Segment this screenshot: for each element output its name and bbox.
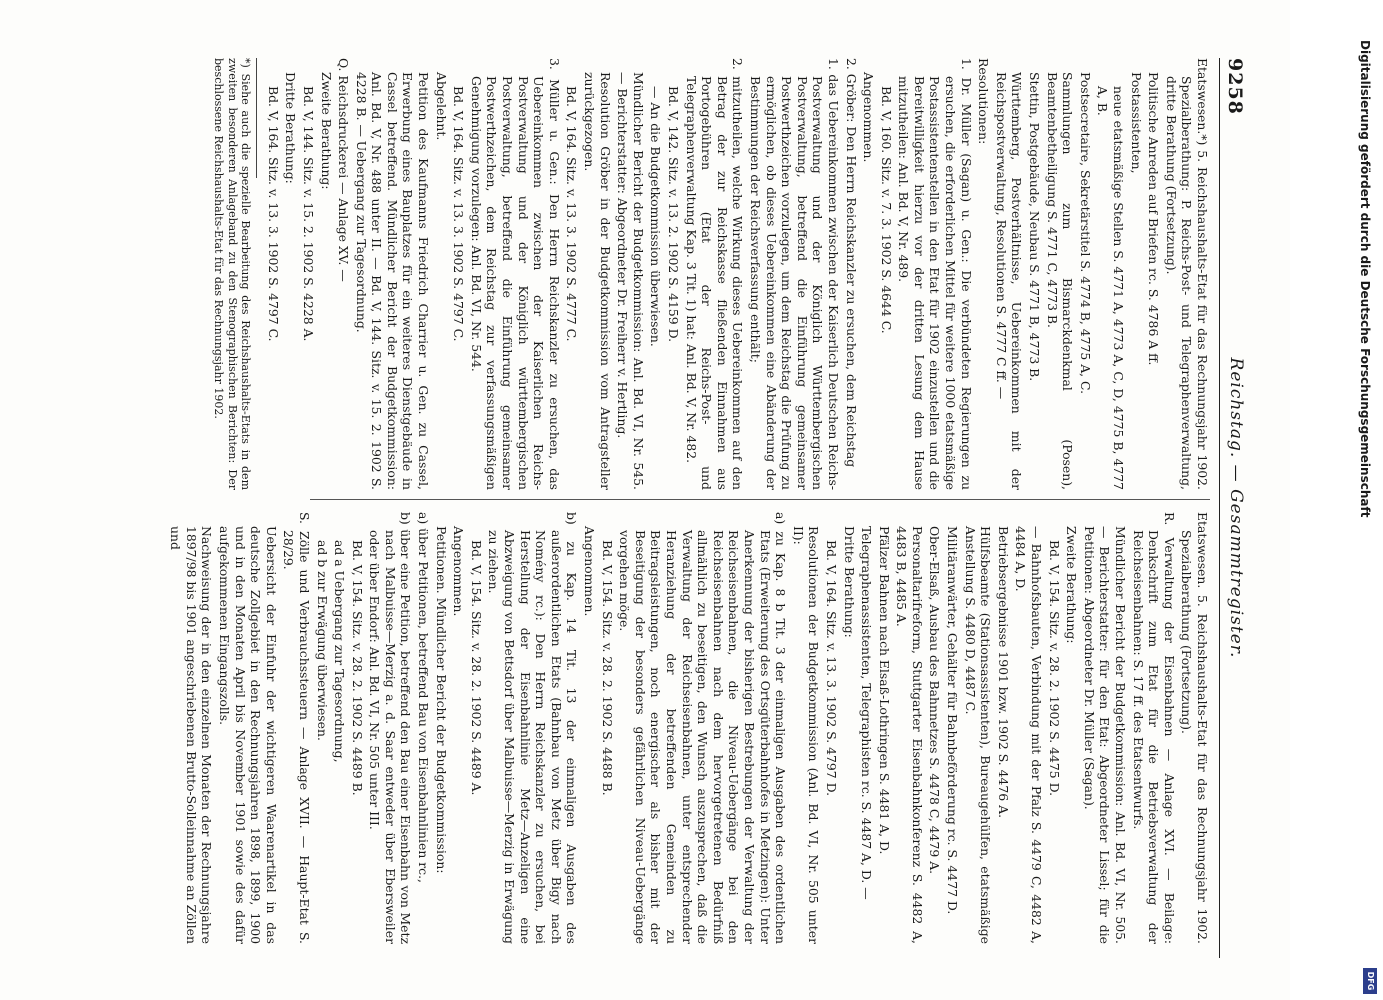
index-entry: Hülfsbeamte (Stationsassistenten), Bureaugehülfen, etatsmäßige Anstellung S. 4480 D, 4487 C. xyxy=(962,526,994,944)
index-entry: Bd. V, 142. Sitz. v. 13. 2. 1902 S. 4159 D. xyxy=(666,86,681,343)
right-column xyxy=(20,512,1210,944)
dfg-logo-icon xyxy=(1363,968,1377,994)
index-entry: Bd. V, 144. Sitz. v. 15. 2. 1902 S. 4228 A. xyxy=(300,86,316,342)
index-entry: Württemberg, Postverhältnisse, Uebereinkommen mit der Reichspostverwaltung, Resolutionen S. 4777 C ff. — xyxy=(993,72,1025,490)
left-column xyxy=(20,58,1210,490)
index-entry: Betriebsergebnisse 1901 bzw. 1902 S. 4476 A. xyxy=(995,526,1011,819)
index-entry: Zweite Berathung: xyxy=(1064,526,1080,644)
index-entry: Dritte Berathung: xyxy=(841,526,857,638)
digitization-credit xyxy=(1355,40,1379,970)
index-entry: Bd. V, 154. Sitz. v. 28. 2. 1902 S. 4475 D. xyxy=(1046,540,1062,797)
index-entry: b) über eine Petition, betreffend den Bau einer Eisenbahn von Metz nach Malbuisse—Merzig a. d. Saar entweder über Ebersweiler oder über Endorf: Anl. Bd. VI, Nr. 505 unter III. xyxy=(367,512,414,944)
index-entry: — Bahnhofsbauten, Verbindung mit der Pfalz S. 4479 C, 4482 A, 4484 A, D. xyxy=(1013,526,1045,944)
index-entry: 3. Müller u. Gen.: Den Herrn Reichskanzler zu ersuchen, das Uebereinkommen zwischen der Kaiserlichen Reichs-Postverwaltung und der Königlich württembergischen Postverwaltung, betreffend die Einführung gemeinsamer Postwerthzeichen, dem Reichstag zur verfassungsmäßigen Genehmigung vorzulegen: Anl. Bd. VI, Nr. 544. xyxy=(468,58,562,490)
index-entry: Bd. V, 164. Sitz. v. 13. 3. 1902 S. 4797 D. xyxy=(823,540,839,797)
index-entry: Resolution Gröber in der Budgetkommission vom Antragsteller zurückgezogen. xyxy=(582,72,613,490)
index-entry: Bd. V, 154. Sitz. v. 28. 2. 1902 S. 4488 B. xyxy=(599,540,615,796)
index-entry: Resolutionen: xyxy=(976,58,992,145)
index-entry: neue etatsmäßige Stellen S. 4771 A, 4773 A, C, D, 4775 B, 4777 A, B. xyxy=(1095,86,1127,490)
index-entry: Zweite Berathung: xyxy=(318,72,334,190)
digitization-credit-text: Digitalisierung gefördert durch die Deutsche Forschungsgemeinschaft xyxy=(1358,40,1372,518)
index-entry: Bd. V, 160. Sitz. v. 7. 3. 1902 S. 4644 C. xyxy=(878,86,894,334)
index-entry: ad b zur Erwägung überwiesen. xyxy=(314,540,330,741)
running-head: Reichstag. — Gesammtregister. xyxy=(1226,357,1246,659)
index-entry: 2. Gröber: Den Herrn Reichskanzler zu ersuchen, dem Reichstag xyxy=(843,58,859,468)
page-header xyxy=(1219,58,1250,958)
index-entry: Politische Anreden auf Briefen rc. S. 4786 A ff. xyxy=(1146,72,1162,366)
column-divider xyxy=(310,499,1210,500)
index-entry: b) zu Kap. 14 Tit. 13 der einmaligen Ausgaben des außerordentlichen Etats (Bahnbau von Metz über Bigy nach Nomény rc.): Den Herrn Reichskanzler zu ersuchen, bei Herstellung der Eisenbahnlinie Metz—Anzeligen eine Abzweigung von Bettsdorf über Malbuisse—Merzig in Erwägung zu ziehen. xyxy=(486,512,580,944)
index-entry: R. Verwaltung der Eisenbahnen — Anlage XVI. — Beilage: Denkschrift zum Etat für die Betriebsverwaltung der Reichseisenbahnen: S. 17 ff. des Etatsentwurfs. xyxy=(1130,512,1177,944)
index-entry: Postsecretaire, Sekretärstitel S. 4774 B, 4775 A, C. xyxy=(1077,72,1093,395)
index-entry: Etatswesen.*) 5. Reichshaushalts-Etat für das Rechnungsjahr 1902. Spezialberathung: P. Reichs-Post- und Telegraphenverwaltung, dritte Berathung (Fortsetzung). xyxy=(1163,58,1210,490)
index-entry: a) über Petitionen, betreffend Bau von Eisenbahnlinien rc., xyxy=(416,512,432,883)
index-entry: Mündlicher Bericht der Budgetkommission: Anl. Bd. VI, Nr. 545. — Berichterstatter: Abgeordneter Dr. Freiherr v. Hertling. xyxy=(615,72,646,490)
index-entry: Bd. V, 154. Sitz. v. 28. 2. 1902 S. 4489 B. xyxy=(349,540,365,796)
right-entries xyxy=(168,512,1210,944)
index-entry: Petitionen. Mündlicher Bericht der Budgetkommission: xyxy=(433,526,449,874)
dfg-logo-text: DFG xyxy=(1366,971,1375,991)
index-entry: Bd. V, 164. Sitz. v. 13. 3. 1902 S. 4797 C. xyxy=(451,86,467,342)
index-entry: Bd. V, 164. Sitz. v. 13. 3. 1902 S. 4777 C. xyxy=(564,86,580,342)
index-entry: Mündlicher Bericht der Budgetkommission: Anl. Bd. VI, Nr. 505. — Berichterstatter: für den Etat: Abgeordneter Lissel; für die Petitionen: Abgeordneter Dr. Müller (Sagan). xyxy=(1081,526,1129,944)
footnote-rule xyxy=(256,58,257,178)
footnote: *) Siehe auch die spezielle Bearbeitung des Reichshaushalts-Etats in dem zweiten besonderen Anlageband zu den Stenographischen Berichten: Der beschlossene Reichshaushalts-Etat für das Rechnungsjahr 1902. xyxy=(212,58,253,490)
index-entry: Angenommen. xyxy=(582,526,598,617)
left-entries xyxy=(265,58,1210,490)
index-entry: Etatswesen. 5. Reichshaushalts-Etat für das Rechnungsjahr 1902. Spezialberathung (Fortsetzung). xyxy=(1179,512,1210,944)
index-entry: Nachweisung der in den einzelnen Monaten der Rechnungsjahre 1897/98 bis 1901 angeschriebenen Brutto-Solleinnahme an Zöllen und xyxy=(168,526,215,944)
index-entry: Uebersicht der Einfuhr der wichtigeren Waarenartikel in das deutsche Zollgebiet in den Rechnungsjahren 1898, 1899, 1900 und in den Monaten April bis November 1901 sowie des dafür aufgekommenen Eingangszolls. xyxy=(216,526,279,944)
index-entry: Telegraphenassistenten, Telegraphisten rc. S. 4487 A, D. — xyxy=(859,526,875,900)
index-entry: Petition des Kaufmanns Friedrich Charrier u. Gen. zu Cassel, Erwerbung eines Bauplatzes für ein weiteres Dienstgebäude in Cassel betreffend. Mündlicher Bericht der Budgetkommission: Anl. Bd. V, Nr. 488 unter II. — Bd. V, 144. Sitz. v. 15. 2. 1902 S. 4228 B. — Uebergang zur Tagesordnung. xyxy=(353,72,432,490)
index-entry: Stettin, Postgebäude, Neubau S. 4771 B, 4773 B. xyxy=(1027,72,1043,382)
index-entry: 1. das Uebereinkommen zwischen der Kaiserlich Deutschen Reichs-Postverwaltung und der Königlich Württembergischen Postverwaltung, betreffend die Einführung gemeinsamer Postwerthzeichen vorzulegen, um dem Reichstag die Prüfung zu ermöglichen, ob dieses Uebereinkommen eine Abänderung der Bestimmungen der Reichsverfassung enthält; xyxy=(747,58,841,490)
index-entry: Sammlungen zum Bismarckdenkmal (Posen), Beamtenbetheiligung S. 4771 C, 4773 B. xyxy=(1044,72,1076,490)
index-entry: a) zu Kap. 8 b Tit. 3 der einmaligen Ausgaben des ordentlichen Etats (Erweiterung des Ortsgüterbahnhofes in Metzingen): Unter Anerkennung der bisherigen Bestrebungen der Verwaltung der Reichseisenbahnen, die Niveau-Uebergänge bei den Reichseisenbahnen nach dem hervorgetretenen Bedürfniß allmählich zu beseitigen, den Wunsch auszusprechen, daß die Verwaltung der Reichseisenbahnen, unter entsprechender Heranziehung der betreffenden Gemeinden zu Beitragsleistungen, noch energischer als bisher mit der Beseitigung der besonders gefährlichen Niveau-Uebergänge vorgehen möge. xyxy=(617,512,789,944)
index-entry: Angenommen. xyxy=(861,72,877,163)
index-entry: Dritte Berathung: xyxy=(283,72,299,184)
index-entry: Militäranwärter, Gehälter für Bahnbeförderung rc. S. 4477 D. xyxy=(945,526,961,915)
index-entry: Resolutionen der Budgetkommission (Anl. Bd. VI, Nr. 505 unter II): xyxy=(790,526,822,944)
index-entry: Q. Reichsdruckerei — Anlage XV. — xyxy=(336,58,352,282)
index-entry: Angenommen. xyxy=(451,526,467,617)
index-entry: Bd. V, 154. Sitz. v. 28. 2. 1902 S. 4489 A. xyxy=(468,540,484,796)
index-entry: Ober-Elsaß, Ausbau des Bahnnetzes S. 4478 C, 4479 A. xyxy=(927,526,943,875)
index-entry: Pfälzer Bahnen nach Elsaß-Lothringen S. 4481 A, D. xyxy=(876,526,892,855)
index-entry: Abgelehnt. xyxy=(433,72,449,141)
index-entry: Personaltarifreform, Stuttgarter Eisenbahnkonferenz S. 4482 A, 4483 B, 4485 A. xyxy=(894,526,925,944)
page-number: 9258 xyxy=(1224,58,1246,115)
index-entry: 1. Dr. Müller (Sagan) u. Gen.: Die verbündeten Regierungen zu ersuchen, die erforderlichen Mittel für weitere 1000 etatsmäßige Postassistentenstellen in den Etat für 1902 einzustellen und die Bereitwilligkeit hierzu vor der dritten Lesung dem Hause mitzutheilen: Anl. Bd. V, Nr. 489. xyxy=(896,58,974,490)
index-entry: Bd. V, 164. Sitz. v. 13. 3. 1902 S. 4797 C. xyxy=(265,86,281,342)
index-entry: — An die Budgetkommission überwiesen. xyxy=(648,86,664,347)
index-entry: ad a Uebergang zur Tagesordnung, xyxy=(332,540,348,763)
index-entry: S. Zölle und Verbrauchssteuern — Anlage XVII. — Haupt-Etat S. 28/29. xyxy=(281,512,312,944)
index-entry: 2. mitzutheilen, welche Wirkung dieses Uebereinkommen auf den Betrag der zur Reichskasse fließenden Einnahmen aus Portogebühren (Etat der Reichs-Post- und Telegraphenverwaltung Kap. 3 Tit. 1) hat: Anl. Bd. V, Nr. 482. xyxy=(683,58,746,490)
index-entry: Postassistenten, xyxy=(1128,72,1144,174)
